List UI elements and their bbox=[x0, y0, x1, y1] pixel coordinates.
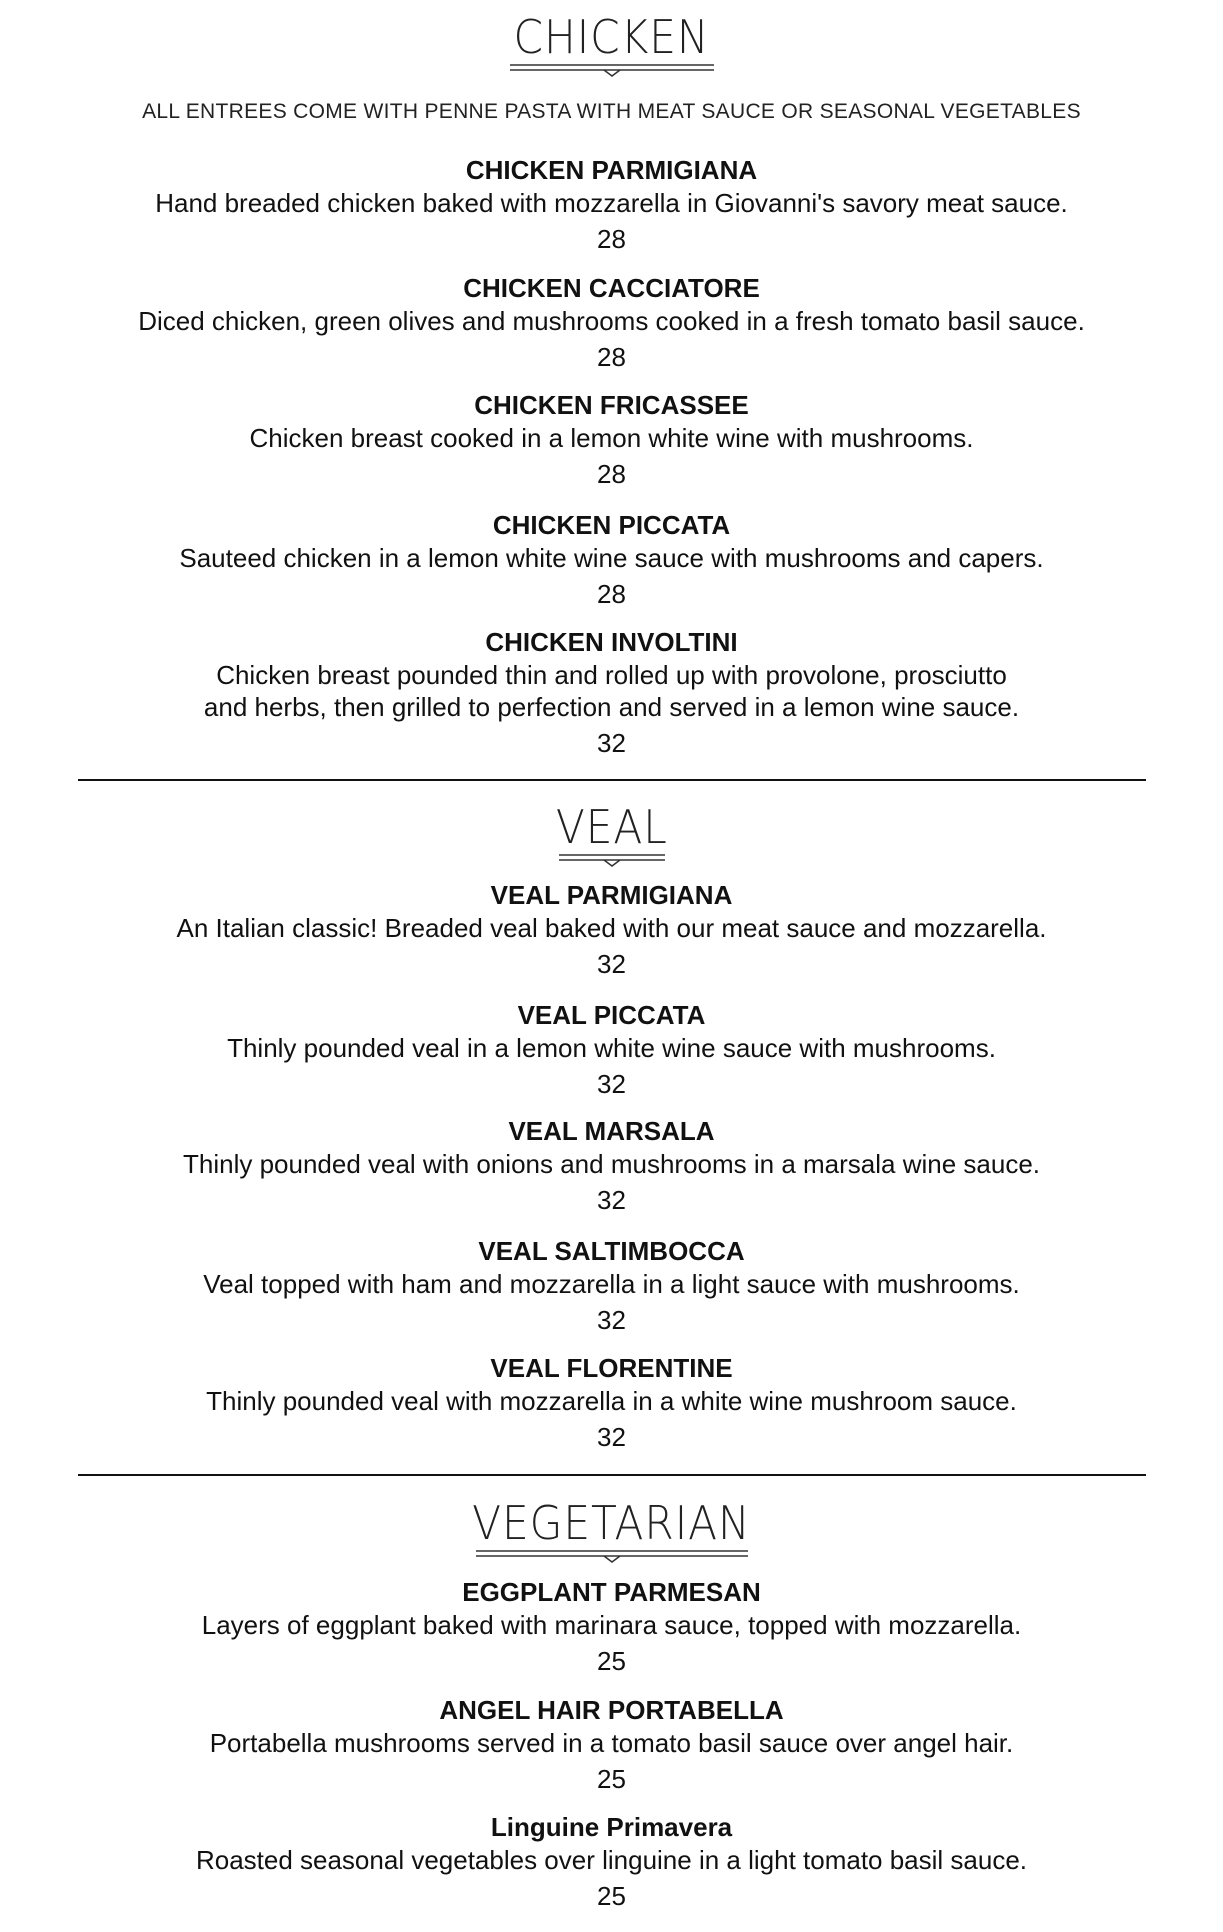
divider-ornament-icon bbox=[510, 62, 714, 78]
menu-item bbox=[0, 1575, 1223, 1681]
section-divider bbox=[78, 779, 1146, 781]
item-name: VEAL PICCATA bbox=[517, 1000, 706, 1030]
item-description: Portabella mushrooms served in a tomato basil sauce over angel hair. bbox=[209, 1728, 1014, 1758]
item-price: 25 bbox=[597, 1881, 626, 1911]
item-description: Thinly pounded veal with mozzarella in a white wine mushroom sauce. bbox=[206, 1386, 1017, 1416]
section-heading: CHICKEN bbox=[513, 10, 710, 64]
section-divider bbox=[78, 1474, 1146, 1476]
section-heading: VEGETARIAN bbox=[472, 1496, 751, 1550]
item-description-line-1: Chicken breast pounded thin and rolled up with provolone, prosciutto bbox=[216, 660, 1007, 690]
item-name: VEAL PARMIGIANA bbox=[490, 880, 733, 910]
item-price: 32 bbox=[597, 728, 626, 758]
item-price: 28 bbox=[597, 224, 626, 254]
item-description: Diced chicken, green olives and mushrooms cooked in a fresh tomato basil sauce. bbox=[138, 306, 1085, 336]
section-title-vegetarian bbox=[0, 1496, 1223, 1564]
item-description: Roasted seasonal vegetables over linguine in a light tomato basil sauce. bbox=[195, 1845, 1028, 1875]
item-description: An Italian classic! Breaded veal baked with our meat sauce and mozzarella. bbox=[176, 913, 1047, 943]
item-description: Thinly pounded veal with onions and mushrooms in a marsala wine sauce. bbox=[182, 1149, 1041, 1179]
menu-item bbox=[0, 508, 1223, 614]
menu-item bbox=[0, 1114, 1223, 1220]
divider-ornament-icon bbox=[476, 1548, 748, 1564]
item-name: CHICKEN INVOLTINI bbox=[485, 627, 738, 657]
menu-item bbox=[0, 625, 1223, 763]
item-description: Chicken breast cooked in a lemon white wine with mushrooms. bbox=[249, 423, 974, 453]
item-description: Sauteed chicken in a lemon white wine sauce with mushrooms and capers. bbox=[179, 543, 1044, 573]
item-description: Thinly pounded veal in a lemon white wine sauce with mushrooms. bbox=[227, 1033, 996, 1063]
item-name: VEAL SALTIMBOCCA bbox=[478, 1236, 745, 1266]
item-description-line-2: and herbs, then grilled to perfection and served in a lemon wine sauce. bbox=[203, 692, 1020, 722]
item-name: CHICKEN PARMIGIANA bbox=[465, 155, 758, 185]
section-note: ALL ENTREES COME WITH PENNE PASTA WITH MEAT SAUCE OR SEASONAL VEGETABLES bbox=[142, 100, 1081, 123]
item-name: CHICKEN CACCIATORE bbox=[463, 273, 760, 303]
menu-item bbox=[0, 878, 1223, 984]
menu-item bbox=[0, 153, 1223, 259]
section-title-veal bbox=[0, 800, 1223, 868]
item-description: Hand breaded chicken baked with mozzarella in Giovanni's savory meat sauce. bbox=[155, 188, 1068, 218]
menu-item bbox=[0, 388, 1223, 494]
menu-item bbox=[0, 998, 1223, 1104]
item-price: 32 bbox=[597, 1185, 626, 1215]
item-name: EGGPLANT PARMESAN bbox=[462, 1577, 761, 1607]
item-name: CHICKEN FRICASSEE bbox=[474, 390, 749, 420]
item-description: Veal topped with ham and mozzarella in a light sauce with mushrooms. bbox=[203, 1269, 1020, 1299]
item-price: 32 bbox=[597, 1422, 626, 1452]
item-name: CHICKEN PICCATA bbox=[492, 510, 731, 540]
item-price: 28 bbox=[597, 342, 626, 372]
divider-ornament-icon bbox=[559, 852, 665, 868]
item-price: 32 bbox=[597, 949, 626, 979]
item-name: Linguine Primavera bbox=[490, 1812, 733, 1842]
item-description: Layers of eggplant baked with marinara sauce, topped with mozzarella. bbox=[201, 1610, 1022, 1640]
item-price: 25 bbox=[597, 1764, 626, 1794]
menu-item bbox=[0, 1693, 1223, 1799]
item-price: 28 bbox=[597, 459, 626, 489]
item-name: VEAL FLORENTINE bbox=[490, 1353, 733, 1383]
item-price: 28 bbox=[597, 579, 626, 609]
menu-item bbox=[0, 1234, 1223, 1340]
menu-item bbox=[0, 1351, 1223, 1457]
section-title-chicken bbox=[0, 10, 1223, 78]
menu-item bbox=[0, 1810, 1223, 1916]
section-heading: VEAL bbox=[555, 800, 668, 854]
item-price: 32 bbox=[597, 1305, 626, 1335]
menu-item bbox=[0, 271, 1223, 377]
item-name: ANGEL HAIR PORTABELLA bbox=[439, 1695, 784, 1725]
item-price: 25 bbox=[597, 1646, 626, 1676]
item-name: VEAL MARSALA bbox=[508, 1116, 715, 1146]
item-price: 32 bbox=[597, 1069, 626, 1099]
